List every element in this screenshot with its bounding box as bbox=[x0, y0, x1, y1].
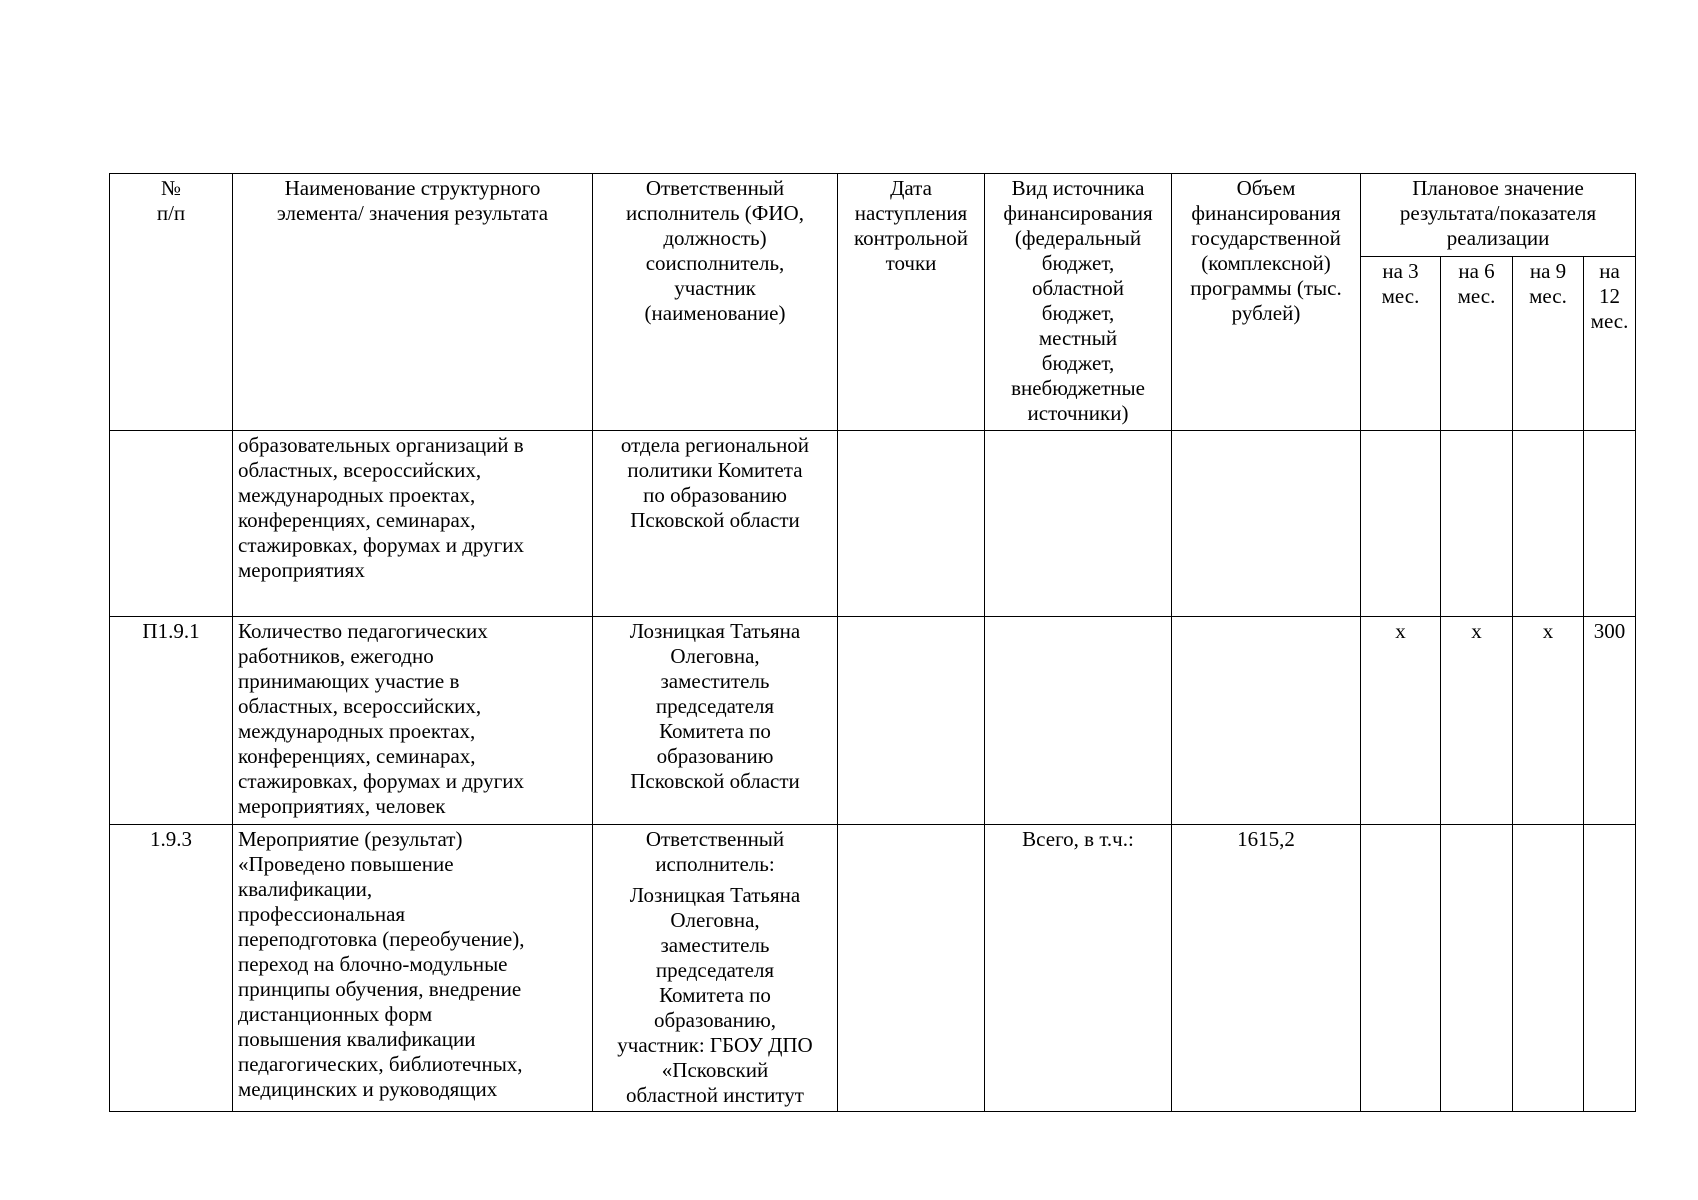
cell-m12 bbox=[1584, 431, 1636, 617]
header-plan: Плановое значение результата/показателя реализации bbox=[1361, 174, 1636, 257]
cell-date bbox=[838, 825, 985, 1112]
header-m12: на 12 мес. bbox=[1584, 257, 1636, 431]
cell-volume bbox=[1172, 617, 1361, 825]
header-source: Вид источника финансирования (федеральный бюджет, областной бюджет, местный бюджет, внебюджетные источники) bbox=[985, 174, 1172, 431]
table-header-row bbox=[110, 174, 1636, 257]
responsible-title: Ответственный исполнитель: bbox=[645, 827, 785, 876]
table-row bbox=[110, 617, 1636, 825]
header-m6: на 6 мес. bbox=[1441, 257, 1513, 431]
cell-name: Количество педагогических работников, ежегодно принимающих участие в областных, всероссийских, международных проектах, конференциях, семинарах, стажировках, форумах и других мероприятиях, человек bbox=[233, 617, 593, 825]
cell-name: образовательных организаций в областных, всероссийских, международных проектах, конференциях, семинарах, стажировках, форумах и других мероприятиях bbox=[233, 431, 593, 617]
header-m3: на 3 мес. bbox=[1361, 257, 1441, 431]
cell-responsible: отдела региональной политики Комитета по образованию Псковской области bbox=[593, 431, 838, 617]
cell-source bbox=[985, 617, 1172, 825]
header-responsible: Ответственный исполнитель (ФИО, должность) соисполнитель, участник (наименование) bbox=[593, 174, 838, 431]
responsible-text: Лозницкая Татьяна Олеговна, заместитель председателя Комитета по образованию, участник: ГБОУ ДПО «Псковский областной институт bbox=[617, 883, 813, 1107]
cell-responsible bbox=[593, 825, 838, 1112]
cell-m9 bbox=[1513, 825, 1584, 1112]
cell-date bbox=[838, 617, 985, 825]
cell-m3 bbox=[1361, 431, 1441, 617]
cell-source: Всего, в т.ч.: bbox=[985, 825, 1172, 1112]
cell-volume: 1615,2 bbox=[1172, 825, 1361, 1112]
cell-name: Мероприятие (результат) «Проведено повышение квалификации, профессиональная переподготовка (переобучение), переход на блочно-модульные принципы обучения, внедрение дистанционных форм повышения квалификации педагогических, библиотечных, медицинских и руководящих bbox=[233, 825, 593, 1112]
cell-m6: х bbox=[1441, 617, 1513, 825]
cell-date bbox=[838, 431, 985, 617]
cell-m12: 300 bbox=[1584, 617, 1636, 825]
table-row bbox=[110, 825, 1636, 1112]
table-row bbox=[110, 431, 1636, 617]
header-m9: на 9 мес. bbox=[1513, 257, 1584, 431]
cell-m6 bbox=[1441, 431, 1513, 617]
cell-num: 1.9.3 bbox=[110, 825, 233, 1112]
cell-num bbox=[110, 431, 233, 617]
cell-m12 bbox=[1584, 825, 1636, 1112]
program-plan-table bbox=[109, 173, 1636, 1112]
cell-m9 bbox=[1513, 431, 1584, 617]
header-name: Наименование структурного элемента/ значения результата bbox=[233, 174, 593, 431]
header-num: № п/п bbox=[110, 174, 233, 431]
cell-m9: х bbox=[1513, 617, 1584, 825]
header-volume: Объем финансирования государственной (комплексной) программы (тыс. рублей) bbox=[1172, 174, 1361, 431]
cell-responsible: Лозницкая Татьяна Олеговна, заместитель председателя Комитета по образованию Псковской области bbox=[593, 617, 838, 825]
cell-m3: х bbox=[1361, 617, 1441, 825]
cell-m3 bbox=[1361, 825, 1441, 1112]
cell-m6 bbox=[1441, 825, 1513, 1112]
cell-source bbox=[985, 431, 1172, 617]
header-date: Дата наступления контрольной точки bbox=[838, 174, 985, 431]
cell-volume bbox=[1172, 431, 1361, 617]
cell-num: П1.9.1 bbox=[110, 617, 233, 825]
